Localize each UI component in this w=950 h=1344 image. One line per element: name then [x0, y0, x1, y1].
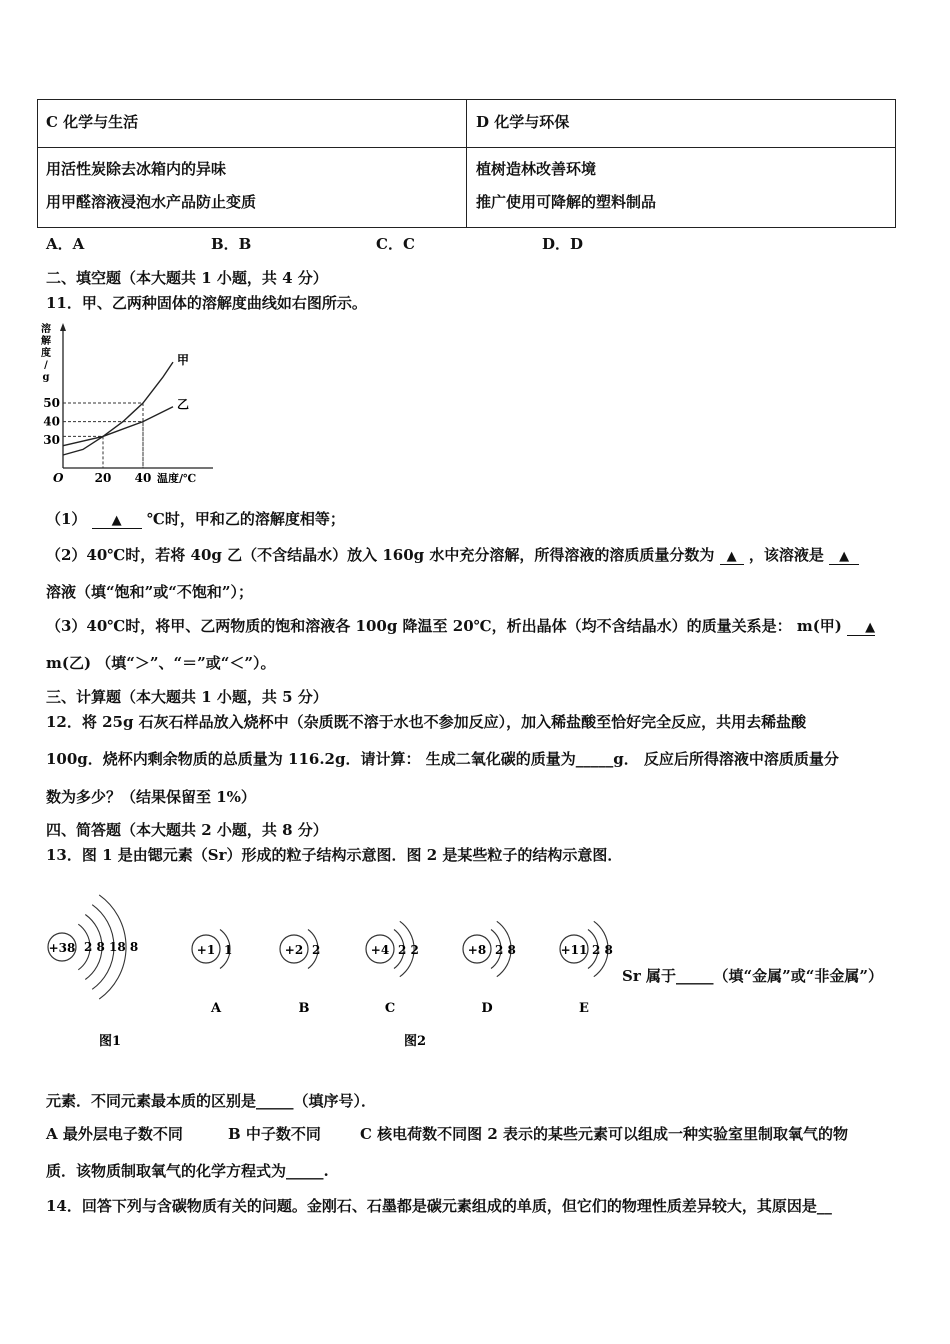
- q11-part3: [46, 615, 875, 636]
- y-tick-40: 40: [43, 414, 60, 429]
- sr-nucleus-label: +38: [48, 941, 76, 955]
- x-tick-20: 20: [94, 471, 112, 483]
- ylabel-char: g: [42, 372, 50, 383]
- x-axis-label: 温度/℃: [157, 472, 197, 483]
- q11-part2-blank2[interactable]: [829, 546, 859, 565]
- q11-part1-prefix: （1）: [46, 510, 87, 528]
- atom-C-nucleus-label: +4: [370, 943, 390, 957]
- q11-part2-mid: ，该溶液是: [748, 546, 824, 564]
- atom-B-nucleus-label: +2: [284, 943, 304, 957]
- atom-E-caption: E: [579, 1001, 589, 1016]
- table-d-header: D 化学与环保: [476, 113, 570, 131]
- q11-part3-text: （3）40℃时，将甲、乙两物质的饱和溶液各 100g 降温至 20℃，析出晶体（均不含结晶水）的质量关系是： m(甲): [46, 617, 842, 635]
- section-calc-heading: 三、计算题（本大题共 1 小题，共 5 分）: [46, 688, 328, 706]
- blank-triangle-icon: ▲: [865, 620, 876, 635]
- blank-triangle-icon: ▲: [111, 513, 122, 528]
- origin-label: O: [53, 471, 64, 483]
- series-line-jia: [63, 362, 173, 455]
- q13-line-b: 质．该物质制取氧气的化学方程式为_____.: [46, 1162, 329, 1180]
- q11-part3-blank[interactable]: [847, 617, 875, 636]
- series-label-yi: 乙: [177, 397, 190, 412]
- table-divider-horizontal: [38, 147, 895, 148]
- solubility-chart: [40, 318, 220, 483]
- series-line-yi: [63, 407, 173, 446]
- atom-D-caption: D: [481, 1001, 493, 1016]
- ylabel-char: 溶: [41, 324, 51, 335]
- table-c-row2: 用甲醛溶液浸泡水产品防止变质: [46, 193, 257, 211]
- ylabel-char: /: [44, 360, 48, 371]
- q14-line1: 14．回答下列与含碳物质有关的问题。金刚石、石墨都是碳元素组成的单质，但它们的物理性质差异较大，其原因是__: [46, 1197, 832, 1215]
- chart-guides: [63, 403, 143, 468]
- table-d-row1: 植树造林改善环境: [476, 160, 597, 178]
- sr-shells-label: 2 8 18 8: [84, 940, 139, 954]
- q13-option-a[interactable]: A 最外层电子数不同: [46, 1125, 183, 1143]
- q13-line-a: 元素．不同元素最本质的区别是_____（填序号）．: [46, 1092, 377, 1110]
- ylabel-char: 度: [41, 348, 51, 359]
- table-divider-vertical: [466, 100, 467, 227]
- figure2-caption: 图2: [403, 1034, 427, 1049]
- atom-A-nucleus-label: +1: [196, 943, 216, 957]
- atom-B-caption: B: [298, 1001, 310, 1016]
- atom-C-caption: C: [384, 1001, 396, 1016]
- q11-stem: 11．甲、乙两种固体的溶解度曲线如右图所示。: [46, 294, 367, 312]
- option-b[interactable]: B．B: [211, 235, 252, 253]
- atom-A-shells-label: 1: [224, 943, 233, 957]
- option-d[interactable]: D．D: [542, 235, 584, 253]
- figure1-caption: 图1: [98, 1034, 122, 1049]
- series-label-jia: 甲: [177, 353, 190, 368]
- atom-C-shells-label: 2 2: [398, 943, 419, 957]
- ylabel-char: 解: [41, 336, 51, 347]
- option-a[interactable]: A．A: [46, 235, 85, 253]
- q11-part1-blank[interactable]: [92, 510, 142, 529]
- section-fill-in-heading: 二、填空题（本大题共 1 小题，共 4 分）: [46, 269, 328, 287]
- q12-line3: 数为多少？（结果保留至 1%）: [46, 788, 256, 806]
- q11-part2-text: （2）40℃时，若将 40g 乙（不含结晶水）放入 160g 水中充分溶解，所得溶液的溶质质量分数为: [46, 546, 715, 564]
- q13-stem: 13．图 1 是由锶元素（Sr）形成的粒子结构示意图．图 2 是某些粒子的结构示意图．: [46, 846, 623, 864]
- atom-structure-figures: [40, 885, 640, 1055]
- q11-part1-suffix: ℃时，甲和乙的溶解度相等；: [146, 510, 345, 528]
- x-tick-40: 40: [134, 471, 152, 483]
- q12-line2: 100g．烧杯内剩余物质的总质量为 116.2g．请计算： 生成二氧化碳的质量为_____g． 反应后所得溶液中溶质质量分: [46, 750, 839, 768]
- q13-option-b[interactable]: B 中子数不同: [228, 1125, 321, 1143]
- y-axis-arrow-icon: [60, 323, 66, 331]
- atom-D-shells-label: 2 8: [495, 943, 516, 957]
- q11-part3-line2: m(乙) （填“＞”、“＝”或“＜”）。: [46, 654, 276, 672]
- atom-A-caption: A: [210, 1001, 222, 1016]
- atom-E-shells-label: 2 8: [592, 943, 613, 957]
- chart-axes: [60, 323, 213, 468]
- table-d-row2: 推广使用可降解的塑料制品: [476, 193, 657, 211]
- choice-table: [37, 99, 896, 228]
- atom-D-nucleus-label: +8: [467, 943, 487, 957]
- q13-option-c[interactable]: C 核电荷数不同图 2 表示的某些元素可以组成一种实验室里制取氧气的物: [360, 1125, 849, 1143]
- q11-part1: [46, 508, 345, 529]
- blank-triangle-icon: ▲: [839, 549, 850, 564]
- q13-sr-question: Sr 属于_____（填“金属”或“非金属”）: [622, 967, 883, 985]
- chart-series: [63, 353, 189, 455]
- section-short-answer-heading: 四、简答题（本大题共 2 小题，共 8 分）: [46, 821, 328, 839]
- atom-E-nucleus-label: +11: [560, 943, 588, 957]
- table-c-header: C 化学与生活: [46, 113, 139, 131]
- q11-part2-line2: 溶液（填“饱和”或“不饱和”）；: [46, 583, 254, 601]
- option-c[interactable]: C．C: [376, 235, 415, 253]
- atom-B-shells-label: 2: [312, 943, 321, 957]
- table-c-row1: 用活性炭除去冰箱内的异味: [46, 160, 227, 178]
- q11-part2: [46, 544, 859, 565]
- q12-line1: 12．将 25g 石灰石样品放入烧杯中（杂质既不溶于水也不参加反应），加入稀盐酸至恰好完全反应，共用去稀盐酸: [46, 713, 807, 731]
- y-tick-50: 50: [43, 396, 60, 410]
- blank-triangle-icon: ▲: [726, 549, 737, 564]
- y-tick-30: 30: [43, 433, 60, 448]
- q11-part2-blank1[interactable]: [720, 546, 744, 565]
